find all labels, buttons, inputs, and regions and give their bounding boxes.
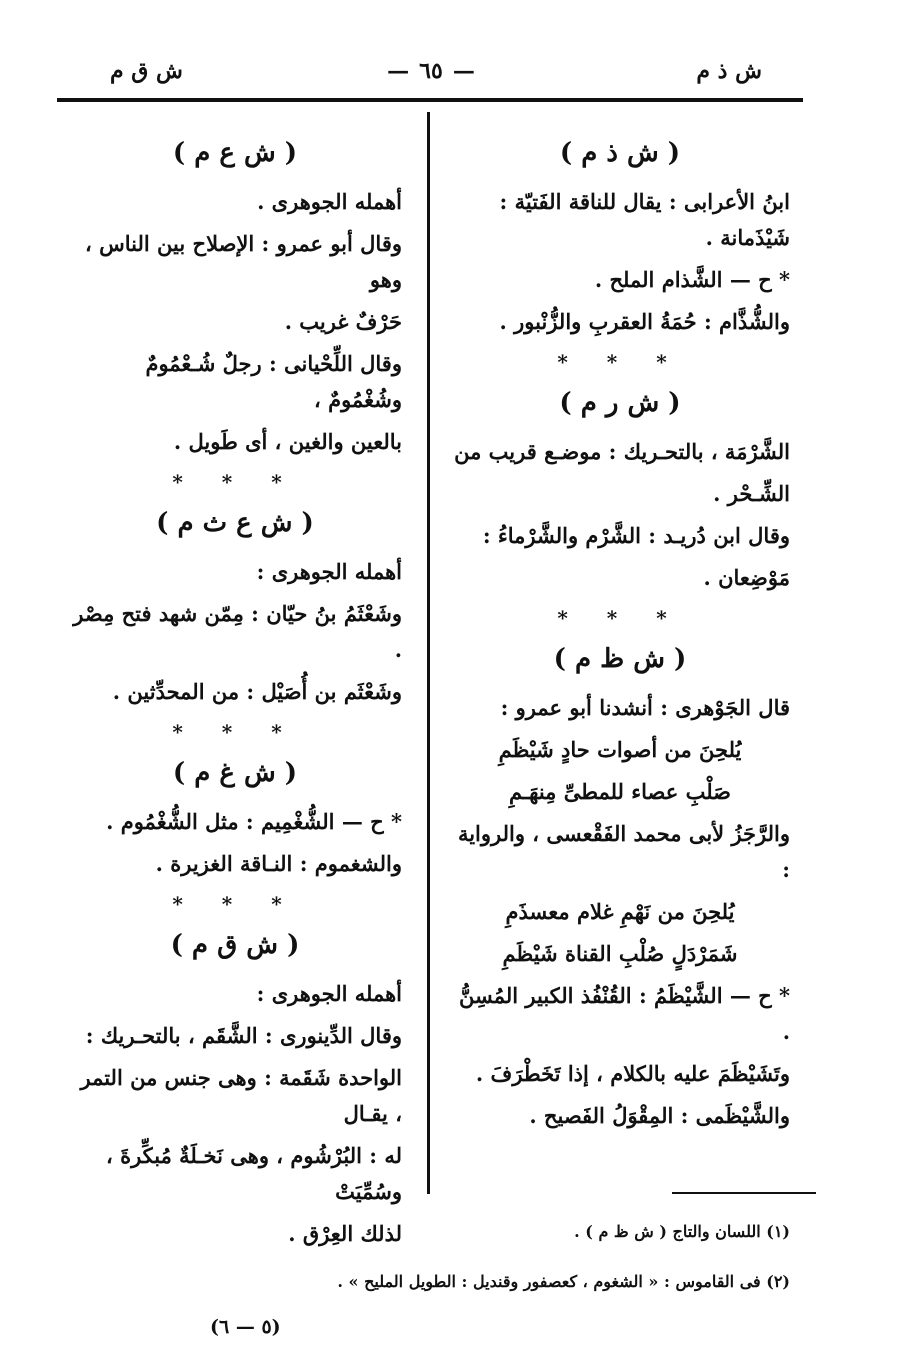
entry-title: ( ش ر م ) <box>559 388 681 418</box>
entry-sh-a-th-m <box>68 508 402 710</box>
star-separator: * * * <box>557 606 683 630</box>
verse-line: يُلحِنَ من أصوات حادٍ شَيْظَمِ <box>498 737 742 762</box>
footnote-2: (٢) فى القاموس : « الشغوم ، كعصفور وقنديل : الطويل المليح » . <box>337 1272 790 1291</box>
star-separator: * * * <box>557 350 683 374</box>
star-separator: * * * <box>172 470 298 494</box>
entry-title: ( ش ع م ) <box>172 138 298 168</box>
entry-sh-q-m <box>68 930 402 1252</box>
entry-line: وشَعْثَمُ بنُ حيّان : مِمّن شهد فتح مِصْر . <box>73 601 402 662</box>
entry-line: أهمله الجوهرى : <box>256 559 402 584</box>
entry-line: له : البُرْشُوم ، وهى نَخـلَةٌ مُبكِّرةَ ، وسُمِّيَتْ <box>106 1143 402 1204</box>
entry-line: أهمله الجوهرى : <box>256 981 402 1006</box>
entry-title: ( ش ع ث م ) <box>156 508 314 538</box>
entry-line: قال الجَوْهرى : أنشدنا أبو عمرو : <box>500 695 790 720</box>
star-separator: * * * <box>172 720 298 744</box>
entry-title: ( ش ذ م ) <box>559 138 681 168</box>
entry-line: لذلك العِرْق . <box>288 1221 402 1246</box>
page-header <box>60 52 802 92</box>
entry-sh-r-m <box>450 388 790 596</box>
right-column <box>450 130 790 1144</box>
entry-line: الشَّرْمَة ، بالتحـريك : موضـع قريب من <box>454 439 790 464</box>
column-divider <box>427 112 430 1194</box>
entry-title: ( ش ق م ) <box>170 930 300 960</box>
footnotes <box>200 1218 790 1318</box>
header-root-left: ش ق م <box>110 58 183 84</box>
entry-line: والرَّجَزُ لأبى محمد الفَقْعسى ، والرواية : <box>457 821 790 882</box>
entry-line: وتَشَيْظَمَ عليه بالكلام ، إذا تَخَطْرَفَ . <box>475 1061 790 1086</box>
entry-line: وقال اللِّحْيانى : رجلٌ شُـعْمُومٌ وشُغْمُومٌ ، <box>145 351 402 412</box>
entry-line: وقال ابن دُريـد : الشَّرْم والشَّرْماءُ : <box>482 523 790 548</box>
entry-sh-a-m <box>68 138 402 460</box>
header-root-right: ش ذ م <box>696 58 762 84</box>
entry-line: الشِّـحْر . <box>713 481 790 506</box>
page-number-value: ٦٥ <box>419 58 443 84</box>
entry-line: ابنُ الأعرابى : يقال للناقة الفَتيّة : شَيْذَمانة . <box>499 189 790 250</box>
entry-line: مَوْضِعان . <box>703 565 790 590</box>
entry-line: والشغموم : النـاقة الغزيرة . <box>155 851 402 876</box>
entry-line: وشَعْثَم بن أُصَيْل : من المحدِّثين . <box>112 679 402 704</box>
signature-mark: (٥ — ٦) <box>210 1316 281 1338</box>
entry-line: وقال الدِّينورى : الشَّقَم ، بالتحـريك : <box>85 1023 402 1048</box>
entry-sh-gh-m <box>68 758 402 882</box>
entry-line: والشَّيْظَمى : المِقْوَلُ الفَصيح . <box>529 1103 790 1128</box>
footnote-rule <box>672 1192 816 1194</box>
entry-title: ( ش غ م ) <box>172 758 298 788</box>
verse-line: شَمَرْدَلٍ صُلْبِ القناة شَيْظَمِ <box>502 941 738 966</box>
entry-line: * ح — الشُّغْمِيم : مثل الشُّغْمُوم . <box>106 809 402 834</box>
entry-line: * ح — الشَّذام الملح . <box>594 267 790 292</box>
verse-line: صَلْبِ عصاء للمطىِّ مِنهَـمِ <box>509 779 731 804</box>
verse-line: يُلحِنَ من نَهْمِ غلام معسذَمِ <box>505 899 735 924</box>
entry-line: بالعين والغين ، أى طَويل . <box>173 429 402 454</box>
page-number: —٦٥— <box>387 58 475 84</box>
entry-line: والشُّذَّام : حُمَةُ العقربِ والزُّنْبور . <box>499 309 790 334</box>
entry-line: الواحدة شَقَمة : وهى جنس من التمر ، يقـال <box>80 1065 402 1126</box>
entry-line: أهمله الجوهرى . <box>257 189 402 214</box>
entry-line: وقال أبو عمرو : الإصلاح بين الناس ، وهو <box>85 231 402 292</box>
star-separator: * * * <box>172 892 298 916</box>
entry-title: ( ش ظ م ) <box>553 644 687 674</box>
header-rule <box>57 98 803 102</box>
entry-sh-z-m <box>450 644 790 1134</box>
entry-line: * ح — الشَّيْظَمُ : القُنْفُذ الكبير المُسِنُّ . <box>459 983 790 1044</box>
left-column <box>68 130 402 1262</box>
entry-line: حَرْفٌ غريب . <box>284 309 402 334</box>
entry-sh-dh-m <box>450 138 790 340</box>
footnote-1: (١) اللسان والتاج ( ش ظ م ) . <box>574 1222 790 1241</box>
